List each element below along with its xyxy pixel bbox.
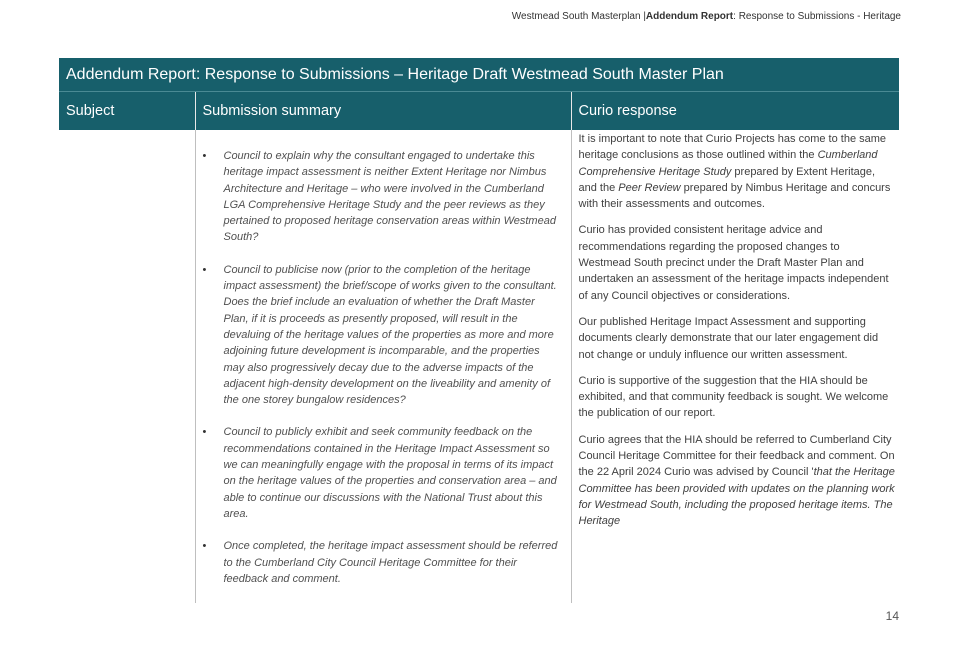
header-subtitle: : Response to Submissions - Heritage [733,11,901,22]
response-table [59,58,899,603]
list-item: • Council to explain why the consultant engaged to undertake this heritage impact assessment is neither Extent Heritage nor Nimbus Architecture and Heritage – who were involved in the Cumberland LGA Comprehensive Heritage Study and the peer reviews as they pertained to proposed heritage conservation areas within Westmead South? [224,148,563,246]
response-paragraph [579,131,896,212]
table-row [59,130,899,603]
response-text: It is important to note that Curio Projects has come to the same heritage conclusions as those outlined within the [578,133,887,162]
subject-cell [59,130,195,603]
header-doc-title: Westmead South Masterplan | [511,11,646,22]
response-paragraph [579,432,896,530]
column-header-curio-response: Curio response [571,92,899,131]
response-text: prepared by Extent Heritage, and the [578,165,876,194]
response-paragraph: Curio has provided consistent heritage advice and recommendations regarding the proposed changes to Westmead South precinct under the Draft Master Plan and undertaken an assessment of the heritage impacts independent of any Council objectives or considerations. [578,224,889,302]
summary-list [196,130,571,587]
column-header-subject: Subject [59,92,195,131]
peer-review-title: Peer Review [618,181,681,194]
list-item: • Council to publicly exhibit and seek community feedback on the recommendations contained in the Heritage Impact Assessment so we can meaningfully engage with the proposal in terms of its impact on the heritage values of the properties and conservation area – and able to continue our discussions with the National Trust about this area. [224,424,563,522]
list-item: • Council to publicise now (prior to the completion of the heritage impact assessment) the brief/scope of works given to the consultant. Does the brief include an evaluation of whether the Draft Master Plan, if it is proceeds as presently proposed, will result in the devaluing of the heritage values of the properties as more and more adjoining future development is incomparable, and the properties may also progressively decay due to the adverse impacts of the adjacent high-density development on the liveability and amenity of the one storey bungalow residences? [224,262,563,409]
table-title: Addendum Report: Response to Submissions – Heritage Draft Westmead South Master Plan [59,58,899,92]
study-title: Cumberland Comprehensive Heritage Study [578,149,878,178]
header-section: Addendum Report [645,11,734,22]
response-text: prepared by Nimbus Heritage and concurs with their assessments and outcomes. [578,181,891,211]
list-item: • Once completed, the heritage impact assessment should be referred to the Cumberland City Council Heritage Committee for their feedback and comment. [224,538,563,587]
running-header [512,11,901,22]
response-text: Curio agrees that the HIA should be referred to Cumberland City Council Heritage Committee for their feedback and comment. On the 22 April 2024 Curio was advised by Council ' [578,433,895,479]
response-paragraph: Our published Heritage Impact Assessment and supporting documents clearly demonstrate that our later engagement did not change or unduly influence our written assessment. [578,315,879,361]
submission-summary-cell [195,130,571,603]
page-number: 14 [885,609,899,623]
column-header-submission-summary: Submission summary [195,92,571,131]
council-quote: that the Heritage Committee has been provided with updates on the planning work for Westmead South, including the proposed heritage items. The Heritage [578,466,895,528]
curio-response-cell [571,130,899,603]
response-paragraph: Curio is supportive of the suggestion that the HIA should be exhibited, and that community feedback is sought. We welcome the publication of our report. [578,374,889,420]
